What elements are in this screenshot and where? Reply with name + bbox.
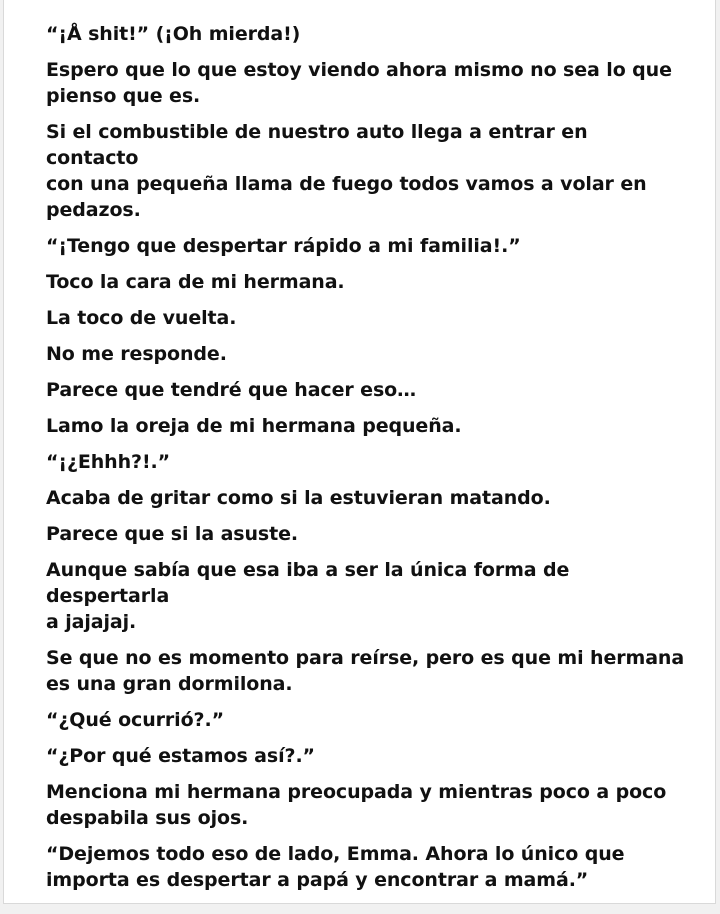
paragraph-12: Parece que si la asuste.	[46, 523, 299, 545]
paragraph-3: Si el combustible de nuestro auto llega a entrar en contacto con una pequeña llama de fuego todos vamos a volar en pedazos.	[46, 121, 647, 221]
paragraph-15: “¿Qué ocurrió?.”	[46, 709, 224, 731]
paragraph-9: Lamo la oreja de mi hermana pequeña.	[46, 415, 462, 437]
paragraph-10: “¡¿Ehhh?!.”	[46, 451, 171, 473]
paragraph-13: Aunque sabía que esa iba a ser la única forma de despertarla a jajajaj.	[46, 559, 570, 633]
paragraph-4: “¡Tengo que despertar rápido a mi familia!.”	[46, 235, 521, 257]
paragraph-2: Espero que lo que estoy viendo ahora mismo no sea lo que pienso que es.	[46, 59, 672, 107]
paragraph-16: “¿Por qué estamos así?.”	[46, 745, 315, 767]
paragraph-7: No me responde.	[46, 343, 227, 365]
paragraph-6: La toco de vuelta.	[46, 307, 237, 329]
paragraph-18: “Dejemos todo eso de lado, Emma. Ahora lo único que importa es despertar a papá y encontrar a mamá.”	[46, 843, 625, 891]
document-body	[46, 21, 686, 903]
paragraph-17: Menciona mi hermana preocupada y mientras poco a poco despabila sus ojos.	[46, 781, 667, 829]
paragraph-11: Acaba de gritar como si la estuvieran matando.	[46, 487, 551, 509]
document-page	[3, 0, 716, 904]
paragraph-14: Se que no es momento para reírse, pero es que mi hermana es una gran dormilona.	[46, 647, 685, 695]
paragraph-5: Toco la cara de mi hermana.	[46, 271, 345, 293]
paragraph-1: “¡Å shit!” (¡Oh mierda!)	[46, 23, 301, 45]
paragraph-8: Parece que tendré que hacer eso…	[46, 379, 417, 401]
